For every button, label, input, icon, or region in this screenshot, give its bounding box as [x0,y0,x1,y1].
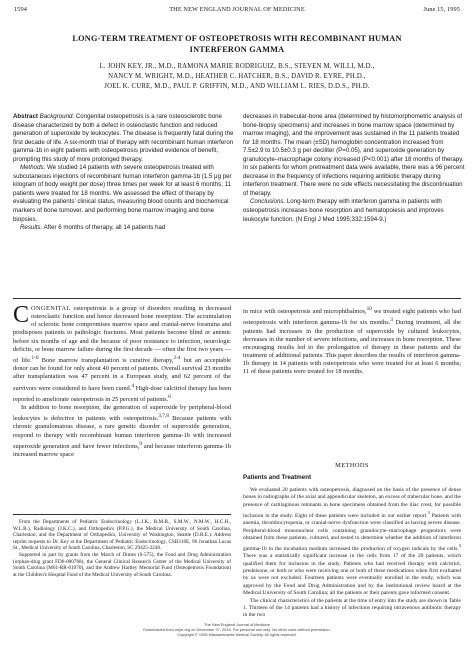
section-heading-methods: METHODS [335,462,369,469]
abstract-conclusions [243,198,465,224]
footnote-divider [13,514,231,515]
reference-marker: 10 [366,306,372,312]
reference-marker: 1-6 [31,354,39,361]
abstract-methods [13,164,235,224]
methods-text: Patients with anemia, thrombocytopenia, or cranial-nerve dysfunction were classified as having severe disease. Peripheral-blood mononuclear cells containing granulocyte–macrophage progenitors were obtained from these patients, cultured, and tested to determine whether the addition of interferon gamma-1b to the incubation medium increased the production of oxygen radicals by the cells. [243,512,462,553]
abstract-divider [13,298,461,299]
reference-marker: 9 [139,440,142,447]
abstract-results [13,224,235,233]
reference-marker: 3 [390,317,393,324]
intro-text: During treatment, all the patients had increases in the production of superoxide by cultured leukocytes, decreases in the number of severe infections, and increases in bone resorption. These encouraging results led to the prolongation of therapy in these patients and the treatment of additional patients. This paper describes the results of interferon gamma-1b therapy in 14 patients with osteopetrosis who were treated for at least 6 months; 11 of these patients were treated for 18 months. [243,319,462,376]
footer-journal: The New England Journal of Medicine [204,622,270,627]
methods-paragraph-2: The clinical characteristics of the patients at the time of entry into the study are shown in Table 1. Thirteen of the 14 patients had a history of infections requiring intravenous antibiotic therapy in the two [243,597,461,619]
footnotes [13,519,231,578]
intro-paragraph-continued [243,305,461,376]
intro-text: but an acceptable donor can be found for only about 40 percent of patients. Overall survival 23 months after transplantation was 47 percent in a European study, and 62 percent of the survivors were considered to have been cured. [13,357,231,392]
reference-marker: 2-4 [173,354,181,361]
first-word: ONGENITAL [31,305,71,312]
affiliation-footnote: From the Departments of Pediatric Endocrinology (L.J.K., R.M.R., S.M.W., N.M.W., H.C.H., W.L.R.), Radiology (J.K.C.), and Orthopedics (P.P.G.), the Medical University of South Carolina, Charleston; and the Department of Orthopedics, University of Washington, Seattle (D.R.E.). Address reprint requests to Dr. Key at the Department of Pediatric Endocrinology, CSB316E, 96 Jonathan Lucas St., Medical University of South Carolina, Charleston, SC 29425-2248. [13,519,231,552]
intro-text: osteopetrosis is a group of disorders resulting in decreased osteoclastic function and hence decreased bone resorption. The accumulation of sclerotic bone compromises marrow space and cranial-nerve foramina and predisposes patients to pathologic fractures. Most patients become blind or anemic before six months of age and die because of poor resistance to infection, neurologic deficits, or bone marrow failure during the first decade — often the first two years — of life. [13,305,231,365]
abstract-results-continued: decreases in trabecular-bone area (determined by histomorphometric analysis of bone-biopsy specimens) and increases in bone marrow space (determined by marrow imaging), and the improvement was sustained in the 11 patients treated for 18 months. The mean (±SD) hemoglobin concentration increased from 7.5±2.9 to 10.5±0.3 g per deciliter (P=0.05), and superoxide generation by granulocyte–macrophage colony increased (P<0.001) after 18 months of therapy. In six patients for whom pretreatment data were available, there was a 96 percent decrease in the frequency of infections requiring antibiotic therapy during interferon treatment. There were no side effects necessitating the discontinuation of therapy. [243,113,465,197]
reference-marker: 3,7,8 [158,413,169,420]
reference-marker: 6 [168,393,171,400]
drop-cap: C [13,302,30,328]
body-right-column [243,305,461,376]
page-number: 1594 [14,6,27,13]
methods-text: We evaluated 20 patients with osteopetrosis, diagnosed on the basis of the presence of dense bones in radiographs of the axial and appendicular skeleton, an excess of trabecular bone, and the presence of cartilaginous remnants in bone specimens obtained from the iliac crest, for possible inclusion in the study. Eight of these patients were included in our earlier report. [243,487,461,519]
article-title-line: INTERFERON GAMMA [189,44,285,54]
intro-text: High-dose calcitriol therapy has been reported to ameliorate osteopetrosis in 25 percent of patients. [13,384,231,403]
conclusions-text: Long-term therapy with interferon gamma in patients with osteopetrosis increases bone resorption and hematopoiesis and improves leukocyte function. (N Engl J Med 1995;332:1594-9.) [243,198,444,223]
intro-paragraph [13,302,231,404]
article-title [30,34,444,55]
author-list [30,62,444,93]
background-heading: Background. [39,113,75,120]
methods-heading: Methods. [20,164,46,172]
intro-text: in mice with osteopetrosis and microphthalmos, [243,308,367,316]
abstract-label: Abstract [13,113,38,120]
background-text: Congenital osteopetrosis is a rare osteosclerotic bone disease characterized by both a defect in osteoclastic function and reduced generation of superoxide by leukocytes. The disease is frequently fatal during the first decade of life. A six-month trial of therapy with recombinant human interferon gamma-1b in eight patients with osteopetrosis provided evidence of benefit, prompting this study of more prolonged therapy. [13,113,234,163]
footer-download-notice: Downloaded from nejm.org on December 27, 2015. For personal use only. No other uses without permission. [143,627,331,633]
subsection-heading: Patients and Treatment [243,474,312,481]
methods-text-block [243,487,461,620]
results-heading: Results. [20,224,43,232]
author-line: JOEL K. CURE, M.D., PAUL P. GRIFFIN, M.D., AND WILLIAM L. RIES, D.D.S., PH.D. [104,83,370,91]
journal-name: THE NEW ENGLAND JOURNAL OF MEDICINE [169,6,305,13]
running-header [14,6,460,18]
intro-text: we treated eight patients who had osteopetrosis with interferon gamma-1b for six months. [243,308,461,327]
intro-text: and because interferon gamma-1b increased marrow space [13,442,231,459]
author-line: L. JOHN KEY, JR., M.D., RAMONA MARIE RODRIGUIZ, B.S., STEVEN M. WILLI, M.D., [99,63,375,70]
intro-text: Bone marrow transplantation is curative therapy, [41,357,174,365]
article-title-line: LONG-TERM TREATMENT OF OSTEOPETROSIS WITH RECOMBINANT HUMAN [72,34,402,43]
footer-copyright: Copyright © 1995 Massachusetts Medical Society. All rights reserved. [177,632,297,638]
abstract-left-column [13,113,235,233]
intro-text: In addition to bone resorption, the generation of superoxide by peripheral-blood leukocytes is defective in patients with osteopetrosis. [13,404,231,423]
methods-text: There was a statistically significant increase in the cells from 17 of the 20 patients, which qualified them for inclusion in the study. Patients who had received therapy with calcitriol, prednisone, or both or who were receiving one or both of these medications when first evaluated by us were not excluded. Fourteen patients were eventually enrolled in the study, which was approved by the Food and Drug Administration and by the institutional review board at the Medical University of South Carolina; all the patients or their parents gave informed consent. [243,553,461,597]
funding-footnote: Supported in part by grants from the March of Dimes (6-575), the Food and Drug Administration (orphan-drug grant FD6-000768), the General Clinical Research Center of the Medical University of South Carolina (M01-RR-01070), and the Andrew Hartley Memorial Fund (Osteopetrosis Foundation) at the Children's Hospital Fund of the Medical University of South Carolina. [13,551,231,578]
author-line: NANCY M. WRIGHT, M.D., HEATHER C. HATCHER, B.S., DAVID R. EYRE, PH.D., [108,73,366,81]
conclusions-heading: Conclusions. [250,198,286,206]
reference-marker: 3 [427,510,430,516]
abstract-right-column [243,113,465,224]
methods-text: We studied 14 patients with severe osteopetrosis treated with subcutaneous injections of recombinant human interferon gamma-1b (1.5 μg per kilogram of body weight per dose) three times per week for at least 6 months; 11 patients were treated for 18 months. We assessed the effect of therapy by evaluating the patients' clinical status, measuring blood counts and biochemical markers of bone turnover, and performing bone marrow imaging and bone biopsies. [13,164,232,223]
reference-marker: 3 [458,543,461,549]
results-text: After 6 months of therapy, all 14 patients had [43,224,166,232]
intro-paragraph-2 [13,404,231,459]
download-footer [0,622,474,638]
reference-marker: 4 [131,382,134,389]
methods-paragraph [243,487,461,598]
issue-date: June 15, 1995 [423,6,460,13]
abstract-background [13,113,235,164]
body-left-column [13,302,231,459]
intro-text: Because patients with chronic granulomatous disease, a rare genetic disorder of superoxide generation, respond to therapy with recombinant human interferon gamma-1b with increased superoxide generation and have fewer infections, [13,415,231,450]
